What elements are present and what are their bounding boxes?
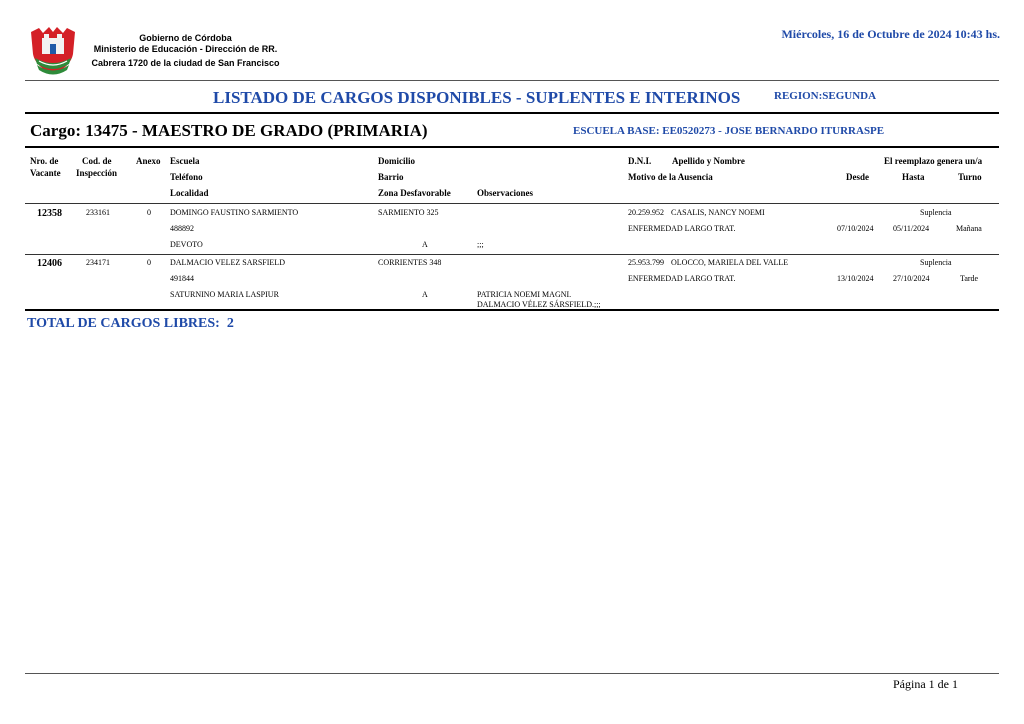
- col-cod-2: Inspección: [76, 168, 118, 178]
- col-anexo: Anexo: [136, 156, 161, 166]
- vacante-number: 12406: [37, 258, 62, 269]
- zona-value: A: [422, 240, 428, 249]
- escuela-base-label: ESCUELA BASE: EE0520273 - JOSE BERNARDO ITURRASPE: [573, 125, 885, 137]
- title-divider: [25, 112, 999, 114]
- col-escuela: Escuela: [170, 156, 200, 166]
- org-line-1: Gobierno de Córdoba: [139, 33, 232, 43]
- observaciones-value: PATRICIA NOEMI MAGNI.: [477, 290, 572, 299]
- tipo-reemplazo: Suplencia: [920, 258, 952, 267]
- col-hasta: Hasta: [902, 172, 925, 182]
- org-line-2: Ministerio de Educación - Dirección de RR.: [93, 44, 278, 54]
- motivo-value: ENFERMEDAD LARGO TRAT.: [628, 224, 736, 233]
- zona-value: A: [422, 290, 428, 299]
- col-desde: Desde: [846, 172, 869, 182]
- cargo-label: Cargo: 13475 - MAESTRO DE GRADO (PRIMARIA): [30, 121, 428, 140]
- localidad-value: SATURNINO MARIA LASPIUR: [170, 290, 279, 299]
- desde-value: 13/10/2024: [837, 274, 874, 283]
- org-line-3: Cabrera 1720 de la ciudad de San Francisco: [91, 58, 280, 68]
- telefono-value: 491844: [170, 274, 194, 283]
- turno-value: Mañana: [956, 224, 982, 233]
- col-observaciones: Observaciones: [477, 188, 533, 198]
- col-turno: Turno: [958, 172, 982, 182]
- cargo-divider: [25, 146, 999, 148]
- tipo-reemplazo: Suplencia: [920, 208, 952, 217]
- nombre-value: OLOCCO, MARIELA DEL VALLE: [671, 258, 789, 267]
- desde-value: 07/10/2024: [837, 224, 874, 233]
- col-domicilio: Domicilio: [378, 156, 415, 166]
- col-nro-2: Vacante: [30, 168, 61, 178]
- header-row-divider: [25, 203, 999, 204]
- report-datetime: Miércoles, 16 de Octubre de 2024 10:43 hs.: [781, 27, 1000, 41]
- col-motivo: Motivo de la Ausencia: [628, 172, 713, 182]
- header-divider: [25, 80, 999, 81]
- col-barrio: Barrio: [378, 172, 404, 182]
- total-cargos-libres: TOTAL DE CARGOS LIBRES: 2: [27, 316, 234, 331]
- hasta-value: 05/11/2024: [893, 224, 930, 233]
- anexo-value: 0: [147, 208, 151, 217]
- region-label: REGION:SEGUNDA: [774, 90, 877, 102]
- cod-inspeccion: 234171: [86, 258, 110, 267]
- escuela-name: DOMINGO FAUSTINO SARMIENTO: [170, 208, 299, 217]
- telefono-value: 488892: [170, 224, 194, 233]
- observaciones-value: ;;;: [477, 240, 484, 249]
- footer-divider: [25, 673, 999, 674]
- motivo-value: ENFERMEDAD LARGO TRAT.: [628, 274, 736, 283]
- anexo-value: 0: [147, 258, 151, 267]
- col-cod-1: Cod. de: [82, 156, 112, 166]
- row-divider: [25, 254, 999, 255]
- nombre-value: CASALIS, NANCY NOEMI: [671, 208, 765, 217]
- page-number: Página 1 de 1: [893, 677, 958, 691]
- col-zona: Zona Desfavorable: [378, 188, 451, 198]
- cordoba-coat-of-arms-logo: [27, 24, 79, 80]
- col-telefono: Teléfono: [170, 172, 203, 182]
- col-reemplazo: El reemplazo genera un/a: [884, 156, 983, 166]
- col-dni: D.N.I.: [628, 156, 652, 166]
- turno-value: Tarde: [960, 274, 979, 283]
- hasta-value: 27/10/2024: [893, 274, 930, 283]
- observaciones-value-2: DALMACIO VÉLEZ SÁRSFIELD.;;;: [477, 300, 601, 309]
- col-localidad: Localidad: [170, 188, 209, 198]
- dni-value: 20.259.952: [628, 208, 664, 217]
- cod-inspeccion: 233161: [86, 208, 110, 217]
- report-title: LISTADO DE CARGOS DISPONIBLES - SUPLENTES E INTERINOS: [213, 88, 741, 107]
- escuela-name: DALMACIO VELEZ SARSFIELD: [170, 258, 285, 267]
- domicilio-value: SARMIENTO 325: [378, 208, 439, 217]
- localidad-value: DEVOTO: [170, 240, 203, 249]
- table-end-divider: [25, 309, 999, 311]
- col-nro-1: Nro. de: [30, 156, 59, 166]
- col-apellido: Apellido y Nombre: [672, 156, 745, 166]
- domicilio-value: CORRIENTES 348: [378, 258, 442, 267]
- vacante-number: 12358: [37, 208, 62, 219]
- dni-value: 25.953.799: [628, 258, 664, 267]
